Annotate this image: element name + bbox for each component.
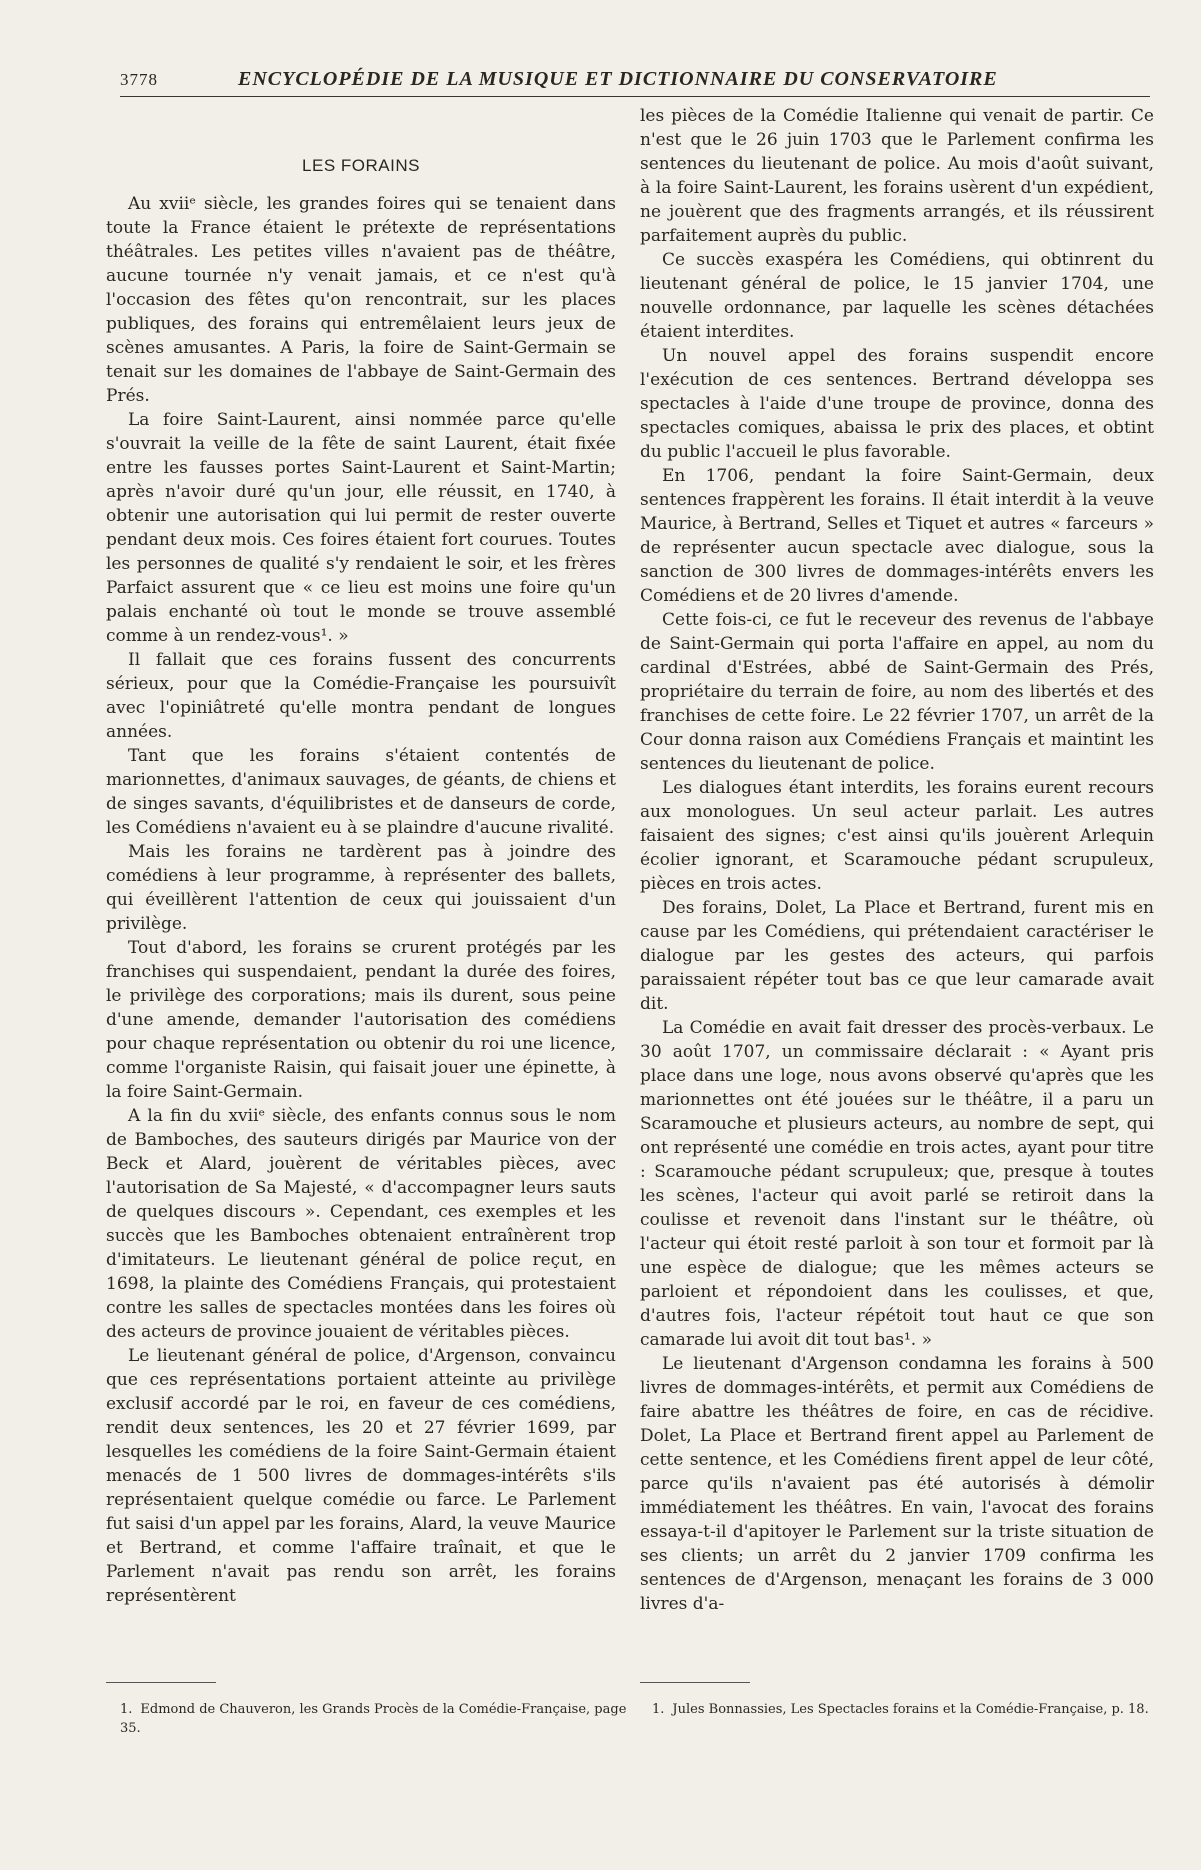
paragraph: Le lieutenant général de police, d'Argenson, convaincu que ces représentations portaient atteinte au privilège exclusif accordé par le roi, en faveur de ces comédiens, rendit deux sentences, les 20 et 27 février 1699, par lesquelles les comédiens de la foire Saint-Germain étaient menacés de 1 500 livres de dommages-intérêts s'ils représentaient quelque comédie ou farce. Le Parlement fut saisi d'un appel par les forains, Alard, la veuve Maurice et Bertrand, et comme l'affaire traînait, et que le Parlement n'avait pas rendu son arrêt, les forains représentèrent bbox=[106, 1346, 616, 1606]
paragraph: Il fallait que ces forains fussent des concurrents sérieux, pour que la Comédie-Française les poursuivît avec l'opiniâtreté qu'elle montra pendant de longues années. bbox=[106, 650, 616, 742]
paragraph: Tant que les forains s'étaient contentés de marionnettes, d'animaux sauvages, de géants, de chiens et de singes savants, d'équilibristes et de danseurs de corde, les Comédiens n'avaient eu à se plaindre d'aucune rivalité. bbox=[106, 746, 616, 838]
section-title: LES FORAINS bbox=[302, 156, 420, 175]
paragraph: Mais les forains ne tardèrent pas à joindre des comédiens à leur programme, à représenter des ballets, qui éveillèrent l'attention de ceux qui jouissaient d'un privilège. bbox=[106, 842, 616, 934]
footnote-text: Jules Bonnassies, Les Spectacles forains et la Comédie-Française, p. 18. bbox=[672, 1702, 1149, 1717]
paragraph: Tout d'abord, les forains se crurent protégés par les franchises qui suspendaient, pendant la durée des foires, le privilège des corporations; mais ils durent, sous peine d'une amende, demander l'autorisation des comédiens pour chaque représentation ou obtenir du roi une licence, comme l'organiste Raisin, qui faisait jouer une épinette, à la foire Saint-Germain. bbox=[106, 938, 616, 1102]
footnote-number: 1. bbox=[652, 1702, 665, 1717]
paragraph: les pièces de la Comédie Italienne qui venait de partir. Ce n'est que le 26 juin 1703 que le Parlement confirma les sentences du lieutenant de police. Au mois d'août suivant, à la foire Saint-Laurent, les forains usèrent d'un expédient, ne jouèrent que des fragments arrangés, et ils réussirent parfaitement auprès du public. bbox=[640, 106, 1154, 246]
footnote-text: Edmond de Chauveron, les Grands Procès de la Comédie-Française, page 35. bbox=[120, 1702, 627, 1736]
running-title: ENCYCLOPÉDIE DE LA MUSIQUE ET DICTIONNAIRE DU CONSERVATOIRE bbox=[238, 68, 998, 90]
paragraph: Le lieutenant d'Argenson condamna les forains à 500 livres de dommages-intérêts, et permit aux Comédiens de faire abattre les théâtres de foire, en cas de récidive. Dolet, La Place et Bertrand firent appel au Parlement de cette sentence, et les Comédiens firent appel de leur côté, parce qu'ils n'avaient pas été autorisés à démolir immédiatement les théâtres. En vain, l'avocat des forains essaya-t-il d'apitoyer le Parlement sur la triste situation de ses clients; un arrêt du 2 janvier 1709 confirma les sentences de d'Argenson, menaçant les forains de 3 000 livres d'a- bbox=[640, 1354, 1154, 1614]
footnote-rule bbox=[640, 1682, 750, 1683]
paragraph: Les dialogues étant interdits, les forains eurent recours aux monologues. Un seul acteur parlait. Les autres faisaient des signes; c'est ainsi qu'ils jouèrent Arlequin écolier ignorant, et Scaramouche pédant scrupuleux, pièces en trois actes. bbox=[640, 778, 1154, 894]
footnote-left bbox=[120, 1700, 630, 1738]
paragraph: En 1706, pendant la foire Saint-Germain, deux sentences frappèrent les forains. Il était interdit à la veuve Maurice, à Bertrand, Selles et Tiquet et autres « farceurs » de représenter aucun spectacle avec dialogue, sous la sanction de 300 livres de dommages-intérêts envers les Comédiens et de 20 livres d'amende. bbox=[640, 466, 1154, 606]
paragraph: Cette fois-ci, ce fut le receveur des revenus de l'abbaye de Saint-Germain qui porta l'affaire en appel, au nom du cardinal d'Estrées, abbé de Saint-Germain des Prés, propriétaire du terrain de foire, au nom des libertés et des franchises de cette foire. Le 22 février 1707, un arrêt de la Cour donna raison aux Comédiens Français et maintint les sentences du lieutenant de police. bbox=[640, 610, 1154, 774]
footnote-number: 1. bbox=[120, 1702, 133, 1717]
paragraph: La Comédie en avait fait dresser des procès-verbaux. Le 30 août 1707, un commissaire déclarait : « Ayant pris place dans une loge, nous avons observé qu'après que les marionnettes ont été jouées sur le théâtre, il a paru un Scaramouche et plusieurs acteurs, au nombre de sept, qui ont représenté une comédie en trois actes, ayant pour titre : Scaramouche pédant scrupuleux; que, presque à toutes les scènes, l'acteur qui avoit parlé se retiroit dans la coulisse et revenoit dans l'instant sur le théâtre, où l'acteur qui étoit resté parloit à son tour et formoit par là une espèce de dialogue; que les mêmes acteurs se parloient et répondoient dans les coulisses, et que, d'autres fois, l'acteur répétoit tout haut ce que son camarade lui avoit dit tout bas¹. » bbox=[640, 1018, 1154, 1350]
paragraph: Au xviiᵉ siècle, les grandes foires qui se tenaient dans toute la France étaient le prétexte de représentations théâtrales. Les petites villes n'avaient pas de théâtre, aucune tournée n'y venait jamais, et ce n'est qu'à l'occasion des fêtes qu'on rencontrait, sur les places publiques, des forains qui entremêlaient leurs jeux de scènes amusantes. A Paris, la foire de Saint-Germain se tenait sur les domaines de l'abbaye de Saint-Germain des Prés. bbox=[106, 194, 616, 406]
paragraph: Ce succès exaspéra les Comédiens, qui obtinrent du lieutenant général de police, le 15 janvier 1704, une nouvelle ordonnance, par laquelle les scènes détachées étaient interdites. bbox=[640, 250, 1154, 342]
paragraph: Un nouvel appel des forains suspendit encore l'exécution de ces sentences. Bertrand développa ses spectacles à l'aide d'une troupe de province, donna des spectacles comiques, abaissa le prix des places, et obtint du public l'accueil le plus favorable. bbox=[640, 346, 1154, 462]
footnote-right bbox=[652, 1700, 1152, 1719]
footnote-rule bbox=[106, 1682, 216, 1683]
left-column bbox=[106, 148, 616, 1608]
paragraph: A la fin du xviiᵉ siècle, des enfants connus sous le nom de Bamboches, des sauteurs dirigés par Maurice von der Beck et Alard, jouèrent de véritables pièces, avec l'autorisation de Sa Majesté, « d'accompagner leurs sauts de quelques discours ». Cependant, ces exemples et les succès que les Bamboches obtenaient entraînèrent trop d'imitateurs. Le lieutenant général de police reçut, en 1698, la plainte des Comédiens Français, qui protestaient contre les salles de spectacles montées dans les foires où des acteurs de province jouaient de véritables pièces. bbox=[106, 1106, 616, 1342]
right-column bbox=[640, 104, 1154, 1616]
paragraph: Des forains, Dolet, La Place et Bertrand, furent mis en cause par les Comédiens, qui prétendaient caractériser le dialogue par les gestes des acteurs, qui parfois paraissaient répéter tout bas ce que leur camarade avait dit. bbox=[640, 898, 1154, 1014]
paragraph: La foire Saint-Laurent, ainsi nommée parce qu'elle s'ouvrait la veille de la fête de saint Laurent, était fixée entre les fausses portes Saint-Laurent et Saint-Martin; après n'avoir duré qu'un jour, elle réussit, en 1740, à obtenir une autorisation qui lui permit de rester ouverte pendant deux mois. Ces foires étaient fort courues. Toutes les personnes de qualité s'y rendaient le soir, et les frères Parfaict assurent que « ce lieu est moins une foire qu'un palais enchanté où tout le monde se trouve assemblé comme à un rendez-vous¹. » bbox=[106, 410, 616, 646]
running-header bbox=[120, 70, 1150, 97]
page-number: 3778 bbox=[120, 70, 158, 89]
